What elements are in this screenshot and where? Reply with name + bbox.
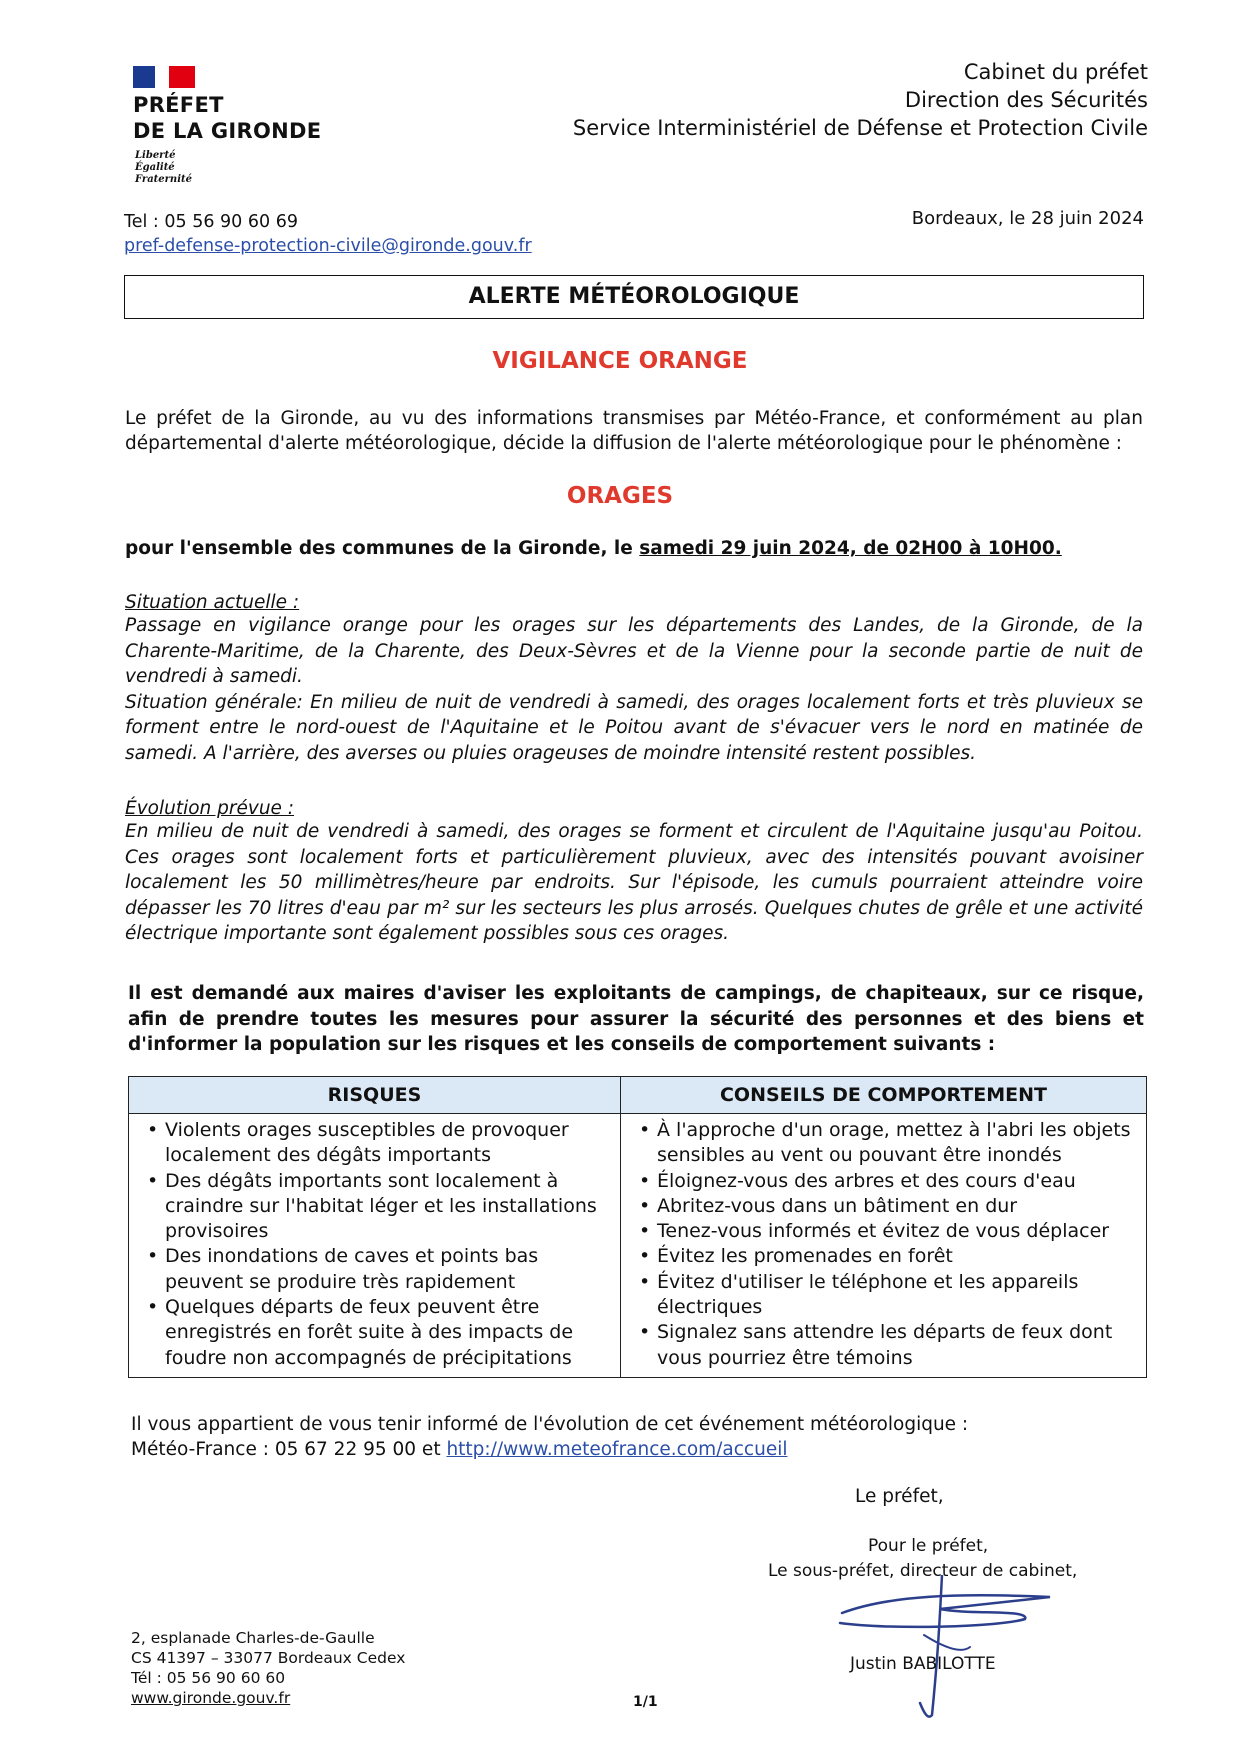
signatory-name: Justin BABILOTTE: [850, 1654, 996, 1674]
risk-item: • Des dégâts importants sont localement à craindre sur l'habitat léger et les installations provisoires: [147, 1169, 612, 1245]
motto-liberte: Liberté: [135, 150, 176, 161]
meteo-france-contact: [131, 1437, 968, 1462]
advice-column: [621, 1077, 1146, 1377]
risk-item: • Quelques départs de feux peuvent être enregistrés en forêt suite à des impacts de foudre non accompagnés de précipitations: [147, 1295, 612, 1371]
situation-paragraph-1: Passage en vigilance orange pour les orages sur les départements des Landes, de la Gironde, de la Charente-Maritime, de la Charente, des Deux-Sèvres et de la Vienne pour la seconde partie de nuit de vendredi à samedi.: [125, 615, 1143, 687]
advice-list: [621, 1114, 1146, 1371]
evolution-title: Évolution prévue :: [125, 798, 295, 819]
situation-paragraph-2: Situation générale: En milieu de nuit de vendredi à samedi, des orages localement forts et très pluvieux se forment entre le nord-ouest de l'Aquitaine et le Poitou avant de s'évacuer vers le nord en matinée de samedi. A l'arrière, des averses ou pluies orageuses de moindre intensité restent possibles.: [125, 691, 1143, 764]
email-link[interactable]: pref-defense-protection-civile@gironde.gouv.fr: [124, 236, 532, 256]
document-date: Bordeaux, le 28 juin 2024: [911, 208, 1144, 229]
risks-advice-table: [128, 1076, 1147, 1378]
alert-title: ALERTE MÉTÉOROLOGIQUE: [468, 284, 800, 309]
advice-item: • Tenez-vous informés et évitez de vous déplacer: [639, 1219, 1138, 1244]
contact-block: [124, 210, 532, 258]
alert-period: samedi 29 juin 2024, de 02H00 à 10H00.: [639, 538, 1062, 559]
address-line-1: 2, esplanade Charles-de-Gaulle: [131, 1629, 375, 1647]
phone-number: Tel : 05 56 90 60 69: [124, 212, 298, 232]
communes-prefix: pour l'ensemble des communes de la Gironde, le: [125, 538, 640, 559]
risks-header: RISQUES: [129, 1077, 620, 1114]
republic-motto: [135, 150, 192, 186]
vigilance-level: VIGILANCE ORANGE: [492, 348, 748, 374]
cabinet-line: Cabinet du préfet: [963, 60, 1148, 84]
advice-item: • Évitez les promenades en forêt: [639, 1244, 1138, 1269]
advice-item: • Abritez-vous dans un bâtiment en dur: [639, 1194, 1138, 1219]
alert-title-box: [124, 275, 1144, 319]
issuing-service: [573, 58, 1148, 142]
risks-column: [129, 1077, 621, 1377]
situation-section: [125, 592, 1143, 766]
evolution-section: [125, 798, 1143, 947]
advice-item: • Éloignez-vous des arbres et des cours d'eau: [639, 1169, 1138, 1194]
motto-fraternite: Fraternité: [135, 174, 192, 185]
prefecture-address: [131, 1628, 405, 1708]
on-behalf-line: Pour le préfet,: [868, 1536, 989, 1556]
prefecture-name: [133, 92, 321, 144]
service-line: Service Interministériel de Défense et Protection Civile: [572, 116, 1148, 140]
meteo-france-phone: Météo-France : 05 67 22 95 00 et: [131, 1439, 447, 1460]
risks-list: [129, 1114, 620, 1371]
marianne-flag-logo: [133, 66, 195, 88]
prefet-line-1: PRÉFET: [133, 93, 224, 117]
page-number: 1/1: [633, 1694, 658, 1710]
mayors-instruction: Il est demandé aux maires d'aviser les exploitants de campings, de chapiteaux, sur ce risque, afin de prendre toutes les mesures pour assurer la sécurité des personnes et des biens et d'informer la population sur les risques et les conseils de comportement suivants :: [128, 983, 1144, 1055]
phenomenon-title: ORAGES: [566, 483, 674, 509]
advice-item: • Signalez sans attendre les départs de feux dont vous pourriez être témoins: [639, 1320, 1138, 1371]
address-line-2: CS 41397 – 33077 Bordeaux Cedex: [131, 1649, 406, 1667]
advice-item: • Évitez d'utiliser le téléphone et les appareils électriques: [639, 1270, 1138, 1321]
signatory-title: Le préfet,: [855, 1486, 944, 1507]
risk-item: • Violents orages susceptibles de provoquer localement des dégâts importants: [147, 1118, 612, 1169]
motto-egalite: Égalité: [135, 162, 175, 173]
advice-header: CONSEILS DE COMPORTEMENT: [621, 1077, 1146, 1114]
website-link[interactable]: www.gironde.gouv.fr: [131, 1689, 291, 1707]
direction-line: Direction des Sécurités: [904, 88, 1148, 112]
affected-communes: [125, 538, 1062, 559]
evolution-paragraph: En milieu de nuit de vendredi à samedi, des orages se forment et circulent de l'Aquitaine jusqu'au Poitou. Ces orages sont localement forts et particulièrement pluvieux, avec des intensités pouvant avoisiner localement les 50 millimètres/heure par endroits. Sur l'épisode, les cumuls pourraient atteindre voire dépasser les 70 litres d'eau par m² sur les secteurs les plus arrosés. Quelques chutes de grêle et une activité électrique importante sont également possibles sous ces orages.: [125, 821, 1143, 944]
sub-prefect-line: Le sous-préfet, directeur de cabinet,: [768, 1561, 1078, 1581]
meteo-france-link[interactable]: http://www.meteofrance.com/accueil: [446, 1439, 788, 1460]
risk-item: • Des inondations de caves et points bas peuvent se produire très rapidement: [147, 1244, 612, 1295]
address-phone: Tél : 05 56 90 60 60: [131, 1669, 286, 1687]
advice-item: • À l'approche d'un orage, mettez à l'abri les objets sensibles au vent ou pouvant être inondés: [639, 1118, 1138, 1169]
situation-title: Situation actuelle :: [125, 592, 300, 613]
information-notice: [131, 1412, 968, 1462]
information-line: Il vous appartient de vous tenir informé de l'évolution de cet événement météorologique :: [131, 1414, 969, 1435]
handwritten-signature: [820, 1575, 1080, 1725]
intro-paragraph: Le préfet de la Gironde, au vu des informations transmises par Météo-France, et conformément au plan départemental d'alerte météorologique, décide la diffusion de l'alerte météorologique pour le phénomène :: [125, 408, 1143, 454]
prefet-line-2: DE LA GIRONDE: [133, 119, 322, 143]
